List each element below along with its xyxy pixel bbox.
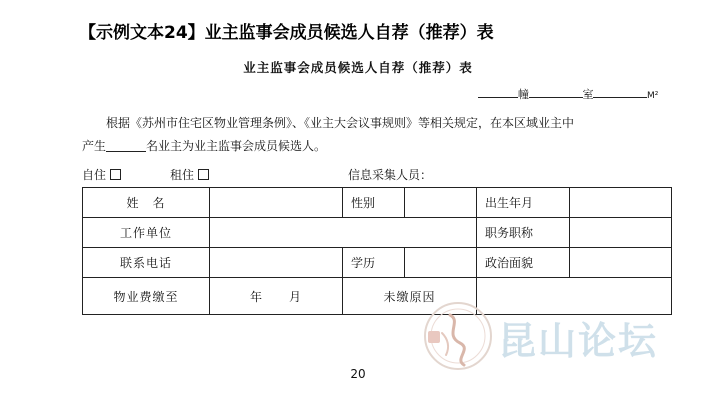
fee-paid-label: 物业费缴至 (83, 278, 210, 315)
rented-option (170, 166, 209, 183)
unpaid-reason-label: 未缴原因 (343, 278, 477, 315)
intro-paragraph (82, 112, 674, 158)
education-label: 学历 (343, 248, 405, 278)
phone-cell[interactable] (210, 248, 343, 278)
area-blank[interactable] (593, 85, 647, 98)
political-cell[interactable] (570, 248, 672, 278)
gender-cell[interactable] (405, 188, 477, 218)
building-suffix: 幢 (518, 88, 529, 101)
fee-paid-date-cell[interactable]: 年 月 (210, 278, 343, 315)
form-title: 业主监事会成员候选人自荐（推荐）表 (243, 60, 473, 75)
address-line (478, 85, 658, 102)
paragraph-line-2-suffix: 名业主为业主监事会成员候选人。 (146, 139, 327, 153)
paragraph-line-2-prefix: 产生 (82, 139, 107, 153)
watermark-text: 昆山论坛 (498, 318, 659, 363)
position-cell[interactable] (570, 218, 672, 248)
self-occupied-label: 自住 (82, 168, 107, 182)
table-row (83, 248, 672, 278)
paragraph-line-1: 根据《苏州市住宅区物业管理条例》、《业主大会议事规则》等相关规定，在本区域业主中 (106, 116, 575, 130)
slide-title: 【示例文本24】业主监事会成员候选人自荐（推荐）表 (79, 23, 494, 43)
education-cell[interactable] (405, 248, 477, 278)
building-blank[interactable] (478, 85, 518, 98)
table-row (83, 218, 672, 248)
gender-label: 性别 (343, 188, 405, 218)
room-blank[interactable] (529, 85, 583, 98)
workplace-label: 工作单位 (83, 218, 210, 248)
phone-label: 联系电话 (83, 248, 210, 278)
name-cell[interactable] (210, 188, 343, 218)
rented-label: 租住 (170, 168, 195, 182)
collector-label: 信息采集人员： (348, 168, 433, 182)
room-suffix: 室 (582, 88, 594, 101)
position-label: 职务职称 (477, 218, 570, 248)
area-suffix: M² (647, 91, 659, 101)
table-row (83, 188, 672, 218)
self-occupied-option (82, 166, 121, 183)
birth-cell[interactable] (570, 188, 672, 218)
self-occupied-checkbox[interactable] (110, 169, 121, 180)
birth-label: 出生年月 (477, 188, 570, 218)
page-number: 20 (350, 367, 366, 381)
workplace-cell[interactable] (210, 218, 477, 248)
count-blank[interactable] (106, 138, 146, 152)
paragraph-line-2 (82, 135, 674, 158)
rented-checkbox[interactable] (198, 169, 209, 180)
name-label: 姓 名 (83, 188, 210, 218)
political-label: 政治面貌 (477, 248, 570, 278)
